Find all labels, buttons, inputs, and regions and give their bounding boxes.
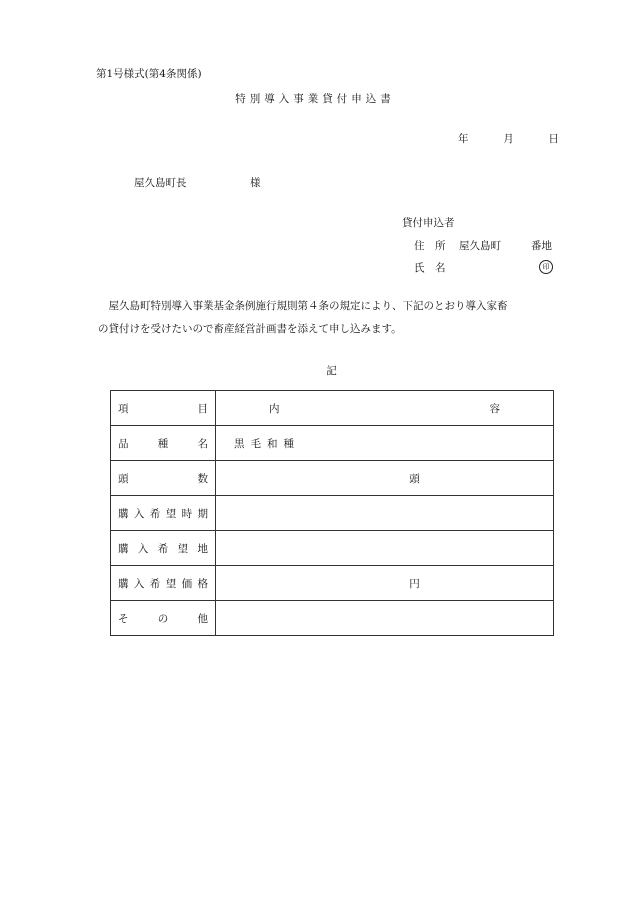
row-label: 購入希望地 (118, 542, 208, 555)
address-town: 屋久島町 (459, 240, 501, 252)
page-title: 特別導入事業貸付申込書 (235, 93, 395, 105)
row-value-cell[interactable] (216, 531, 554, 566)
addressee-name: 屋久島町長 (134, 177, 187, 189)
table-header-row (111, 391, 554, 426)
table-row (111, 496, 554, 531)
row-label-cell (111, 426, 216, 461)
date-month-label: 月 (503, 133, 514, 145)
date-day-label: 日 (548, 133, 559, 145)
row-label-cell (111, 531, 216, 566)
date-line (458, 131, 559, 146)
addressee-honorific: 様 (250, 177, 261, 189)
header-item-cell (111, 391, 216, 426)
header-item-label: 項目 (118, 402, 208, 415)
row-value-cell[interactable] (216, 566, 554, 601)
address-label: 住 所 (414, 240, 446, 252)
addressee (134, 175, 261, 190)
applicant-address-row (414, 238, 552, 253)
row-label-cell (111, 461, 216, 496)
row-value: 円 (409, 577, 420, 590)
form-number: 第1号様式(第4条関係) (96, 68, 202, 80)
row-label: 頭数 (118, 472, 208, 485)
name-label: 氏 名 (414, 262, 446, 274)
items-table (110, 390, 554, 636)
date-year-label: 年 (458, 133, 469, 145)
table-row (111, 461, 554, 496)
row-label: 購入希望価格 (118, 577, 208, 590)
table-row (111, 601, 554, 636)
row-value: 黒毛和種 (234, 437, 300, 450)
row-value-cell[interactable] (216, 426, 554, 461)
row-label: 購入希望時期 (118, 507, 208, 520)
row-value-cell[interactable] (216, 601, 554, 636)
table-row (111, 531, 554, 566)
row-label: その他 (118, 612, 208, 625)
address-suffix: 番地 (531, 240, 552, 252)
row-value: 頭 (409, 472, 420, 485)
header-content-right: 容 (489, 402, 500, 415)
ki-heading: 記 (326, 365, 337, 377)
applicant-name-row (414, 260, 550, 275)
header-content-left: 内 (269, 402, 280, 415)
seal-mark: 印 (539, 260, 553, 274)
header-content-cell (216, 391, 554, 426)
row-label-cell (111, 601, 216, 636)
row-value-cell[interactable] (216, 461, 554, 496)
row-value-cell[interactable] (216, 496, 554, 531)
body-line-2: の貸付けを受けたいので畜産経営計画書を添えて申し込みます。 (98, 323, 402, 335)
body-line-1: 屋久島町特別導入事業基金条例施行規則第４条の規定により、下記のとおり導入家畜 (108, 300, 508, 312)
body-text (98, 295, 568, 341)
row-label: 品種名 (118, 437, 208, 450)
row-label-cell (111, 566, 216, 601)
row-label-cell (111, 496, 216, 531)
table-row (111, 566, 554, 601)
table-row (111, 426, 554, 461)
applicant-heading: 貸付申込者 (402, 217, 455, 229)
